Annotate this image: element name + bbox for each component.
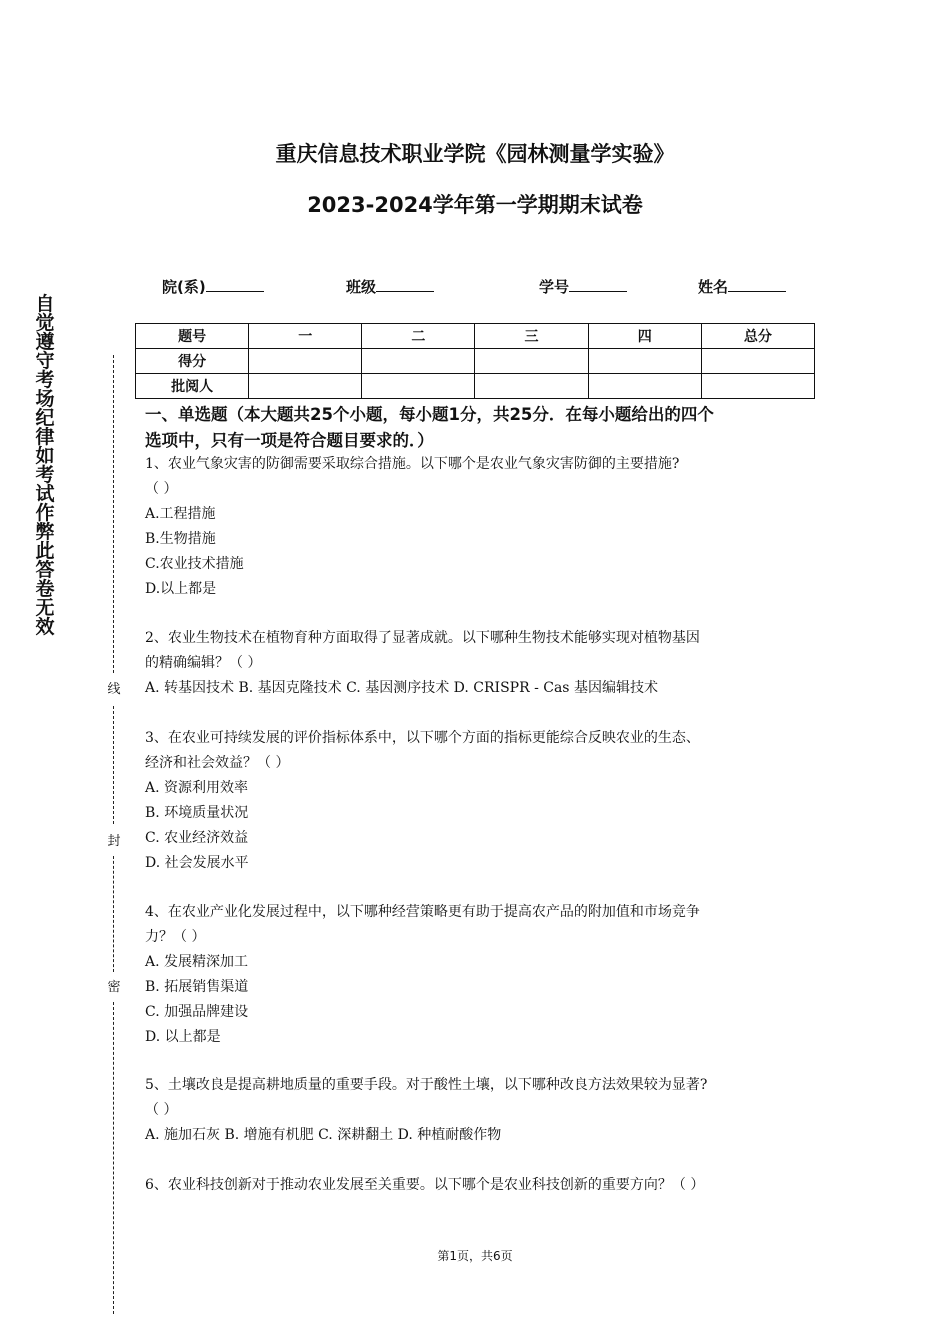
department-label: 院(系) xyxy=(162,278,206,296)
exam-warning-sidebar: 自觉遵守考场纪律如考试作弊此答卷无效 xyxy=(35,293,55,638)
question-text: （ ） xyxy=(145,1102,178,1118)
exam-subtitle: 2023-2024学年第一学期期末试卷 xyxy=(307,193,643,217)
department-blank xyxy=(206,277,264,292)
question-text: 1、农业气象灾害的防御需要采取综合措施。以下哪个是农业气象灾害防御的主要措施? xyxy=(145,456,680,472)
score-cell[interactable] xyxy=(362,374,475,399)
question-text: 4、在农业产业化发展过程中，以下哪种经营策略更有助于提高农产品的附加值和市场竞争 xyxy=(145,904,700,920)
option: D.以上都是 xyxy=(145,581,217,597)
option: D. 社会发展水平 xyxy=(145,855,249,871)
binding-line-segment xyxy=(113,856,114,972)
score-cell[interactable] xyxy=(701,374,814,399)
score-table-header-row xyxy=(136,324,815,349)
score-cell[interactable] xyxy=(588,349,701,374)
binding-line-char: 封 xyxy=(107,834,121,849)
question-text: 3、在农业可持续发展的评价指标体系中，以下哪个方面的指标更能综合反映农业的生态、 xyxy=(145,730,700,746)
binding-line-segment xyxy=(113,1002,114,1314)
option: C.农业技术措施 xyxy=(145,556,244,572)
page-number: 第1页，共6页 xyxy=(437,1249,513,1263)
section-heading-line: 一、单选题（本大题共25个小题，每小题1分，共25分．在每小题给出的四个 xyxy=(145,405,714,424)
score-row-label: 批阅人 xyxy=(136,374,249,399)
score-table xyxy=(135,323,815,399)
score-header-cell: 题号 xyxy=(136,324,249,349)
option: D. 以上都是 xyxy=(145,1029,221,1045)
exam-title: 重庆信息技术职业学院《园林测量学实验》 xyxy=(275,142,675,166)
option: C. 农业经济效益 xyxy=(145,830,249,846)
binding-line-char: 密 xyxy=(107,980,121,995)
question-text: （ ） xyxy=(145,481,178,497)
binding-line-segment xyxy=(113,706,114,824)
option: B. 环境质量状况 xyxy=(145,805,249,821)
score-cell[interactable] xyxy=(362,349,475,374)
option: A.工程措施 xyxy=(145,506,216,522)
score-header-cell: 四 xyxy=(588,324,701,349)
score-header-cell: 二 xyxy=(362,324,475,349)
score-header-cell: 一 xyxy=(249,324,362,349)
score-cell[interactable] xyxy=(475,374,588,399)
name-label: 姓名 xyxy=(698,278,729,296)
option: C. 加强品牌建设 xyxy=(145,1004,249,1020)
class-field xyxy=(346,276,434,297)
option: A. 施加石灰 B. 增施有机肥 C. 深耕翻土 D. 种植耐酸作物 xyxy=(145,1127,502,1143)
class-label: 班级 xyxy=(346,278,377,296)
department-field xyxy=(162,276,264,297)
question-text: 的精确编辑？（ ） xyxy=(145,655,262,671)
question-text: 力？（ ） xyxy=(145,929,206,945)
score-cell[interactable] xyxy=(249,374,362,399)
name-field xyxy=(698,276,786,297)
binding-line-char: 线 xyxy=(107,682,121,697)
option: A. 发展精深加工 xyxy=(145,954,249,970)
score-header-cell: 总分 xyxy=(701,324,814,349)
score-cell[interactable] xyxy=(475,349,588,374)
question-3 xyxy=(145,726,825,876)
student-id-field xyxy=(539,276,627,297)
option: A. 资源利用效率 xyxy=(145,780,249,796)
score-cell[interactable] xyxy=(249,349,362,374)
name-blank xyxy=(728,277,786,292)
question-6 xyxy=(145,1173,825,1198)
question-1 xyxy=(145,452,825,602)
student-id-label: 学号 xyxy=(539,278,570,296)
score-row-label: 得分 xyxy=(136,349,249,374)
option: B.生物措施 xyxy=(145,531,216,547)
option: A. 转基因技术 B. 基因克隆技术 C. 基因测序技术 D. CRISPR - Cas 基因编辑技术 xyxy=(145,680,658,696)
question-4 xyxy=(145,900,825,1050)
question-text: 2、农业生物技术在植物育种方面取得了显著成就。以下哪种生物技术能够实现对植物基因 xyxy=(145,630,700,646)
section-heading xyxy=(145,402,825,454)
class-blank xyxy=(376,277,434,292)
question-5 xyxy=(145,1073,825,1148)
student-id-blank xyxy=(569,277,627,292)
score-header-cell: 三 xyxy=(475,324,588,349)
question-text: 6、农业科技创新对于推动农业发展至关重要。以下哪个是农业科技创新的重要方向？（ ） xyxy=(145,1177,705,1193)
score-table-row xyxy=(136,349,815,374)
question-text: 5、土壤改良是提高耕地质量的重要手段。对于酸性土壤，以下哪种改良方法效果较为显著? xyxy=(145,1077,708,1093)
binding-line-segment xyxy=(113,355,114,673)
question-2 xyxy=(145,626,825,701)
question-text: 经济和社会效益？（ ） xyxy=(145,755,290,771)
score-cell[interactable] xyxy=(701,349,814,374)
option: B. 拓展销售渠道 xyxy=(145,979,249,995)
score-cell[interactable] xyxy=(588,374,701,399)
score-table-row xyxy=(136,374,815,399)
section-heading-line: 选项中，只有一项是符合题目要求的．） xyxy=(145,431,434,450)
